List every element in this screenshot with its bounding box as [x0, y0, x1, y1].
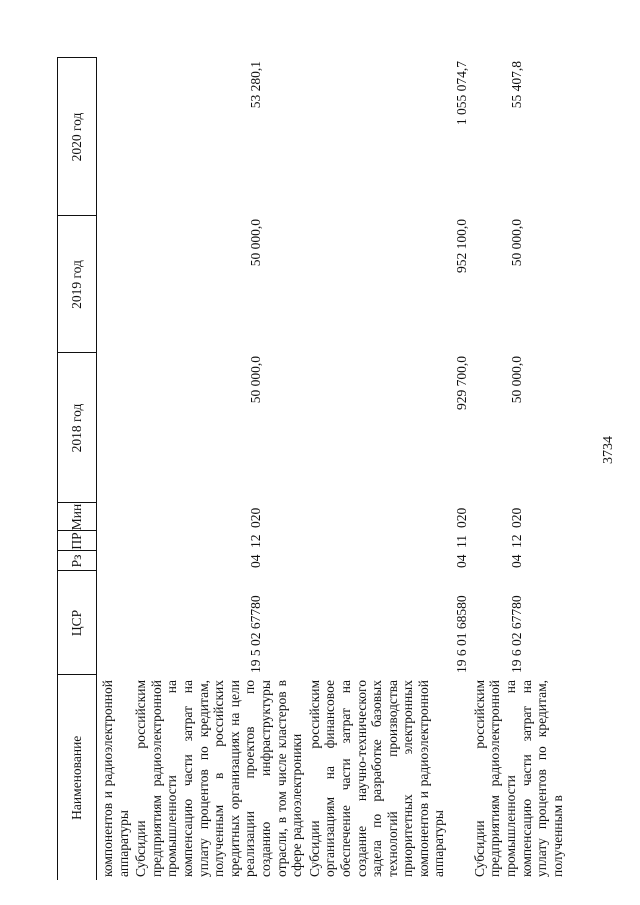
row-min: 020	[453, 507, 469, 528]
table-row	[97, 58, 132, 880]
row-name-cell	[131, 675, 305, 880]
row-name-cell	[305, 675, 470, 880]
row-name: Субсидии российским организациям на финансовое обеспечение части затрат на создание научно-технического задела по разработке базовых технологий производства приоритетных электронных компонентов и радиоэлектронной аппаратуры	[306, 680, 447, 877]
row-pr: 11	[453, 535, 469, 548]
row-name: Субсидии российским предприятиям радиоэлектронной промышленности на компенсацию части затрат на уплату процентов по кредитам, полученным в	[471, 680, 565, 877]
budget-table	[57, 58, 565, 881]
row-amount-2018: 50 000,0	[508, 356, 524, 404]
row-name-cell	[470, 675, 566, 880]
table-header-row	[58, 58, 97, 880]
row-amount-2020: 1 055 074,7	[453, 61, 469, 126]
row-rz: 04	[508, 554, 524, 568]
header-min: Мин	[58, 503, 97, 531]
header-2018: 2018 год	[58, 353, 97, 503]
row-min: 020	[508, 507, 524, 528]
row-pr: 12	[508, 534, 524, 548]
header-rz: Рз	[58, 551, 97, 571]
table-row	[470, 58, 566, 880]
header-name: Наименование	[58, 675, 97, 880]
row-rz: 04	[248, 554, 264, 568]
row-csr: 19 6 02 67780	[508, 595, 524, 673]
row-min: 020	[248, 507, 264, 528]
table-row	[305, 58, 470, 880]
header-csr: ЦСР	[58, 571, 97, 675]
row-csr: 19 6 01 68580	[453, 595, 469, 673]
row-amount-2019: 50 000,0	[508, 219, 524, 267]
row-name: Субсидии российским предприятиям радиоэлектронной промышленности на компенсацию части затрат на уплату процентов по кредитам, полученным в российских кредитных организациях на цели реализации проектов по созданию инфраструктуры отрасли, в том числе кластеров в сфере радиоэлектроники	[133, 680, 305, 877]
header-2020: 2020 год	[58, 58, 97, 216]
row-rz: 04	[453, 554, 469, 568]
row-amount-2019: 50 000,0	[248, 219, 264, 267]
row-name-cell	[97, 675, 132, 880]
row-csr: 19 5 02 67780	[248, 595, 264, 673]
row-amount-2020: 55 407,8	[508, 61, 524, 109]
row-amount-2018: 929 700,0	[453, 356, 469, 410]
row-amount-2019: 952 100,0	[453, 219, 469, 273]
row-amount-2018: 50 000,0	[248, 356, 264, 404]
page-number: 3734	[601, 436, 616, 464]
row-amount-2020: 53 280,1	[248, 61, 264, 109]
row-pr: 12	[248, 534, 264, 548]
table-row	[131, 58, 305, 880]
header-pr: ПР	[58, 531, 97, 551]
header-2019: 2019 год	[58, 216, 97, 353]
row-name: компонентов и радиоэлектронной аппаратуры	[100, 680, 131, 877]
